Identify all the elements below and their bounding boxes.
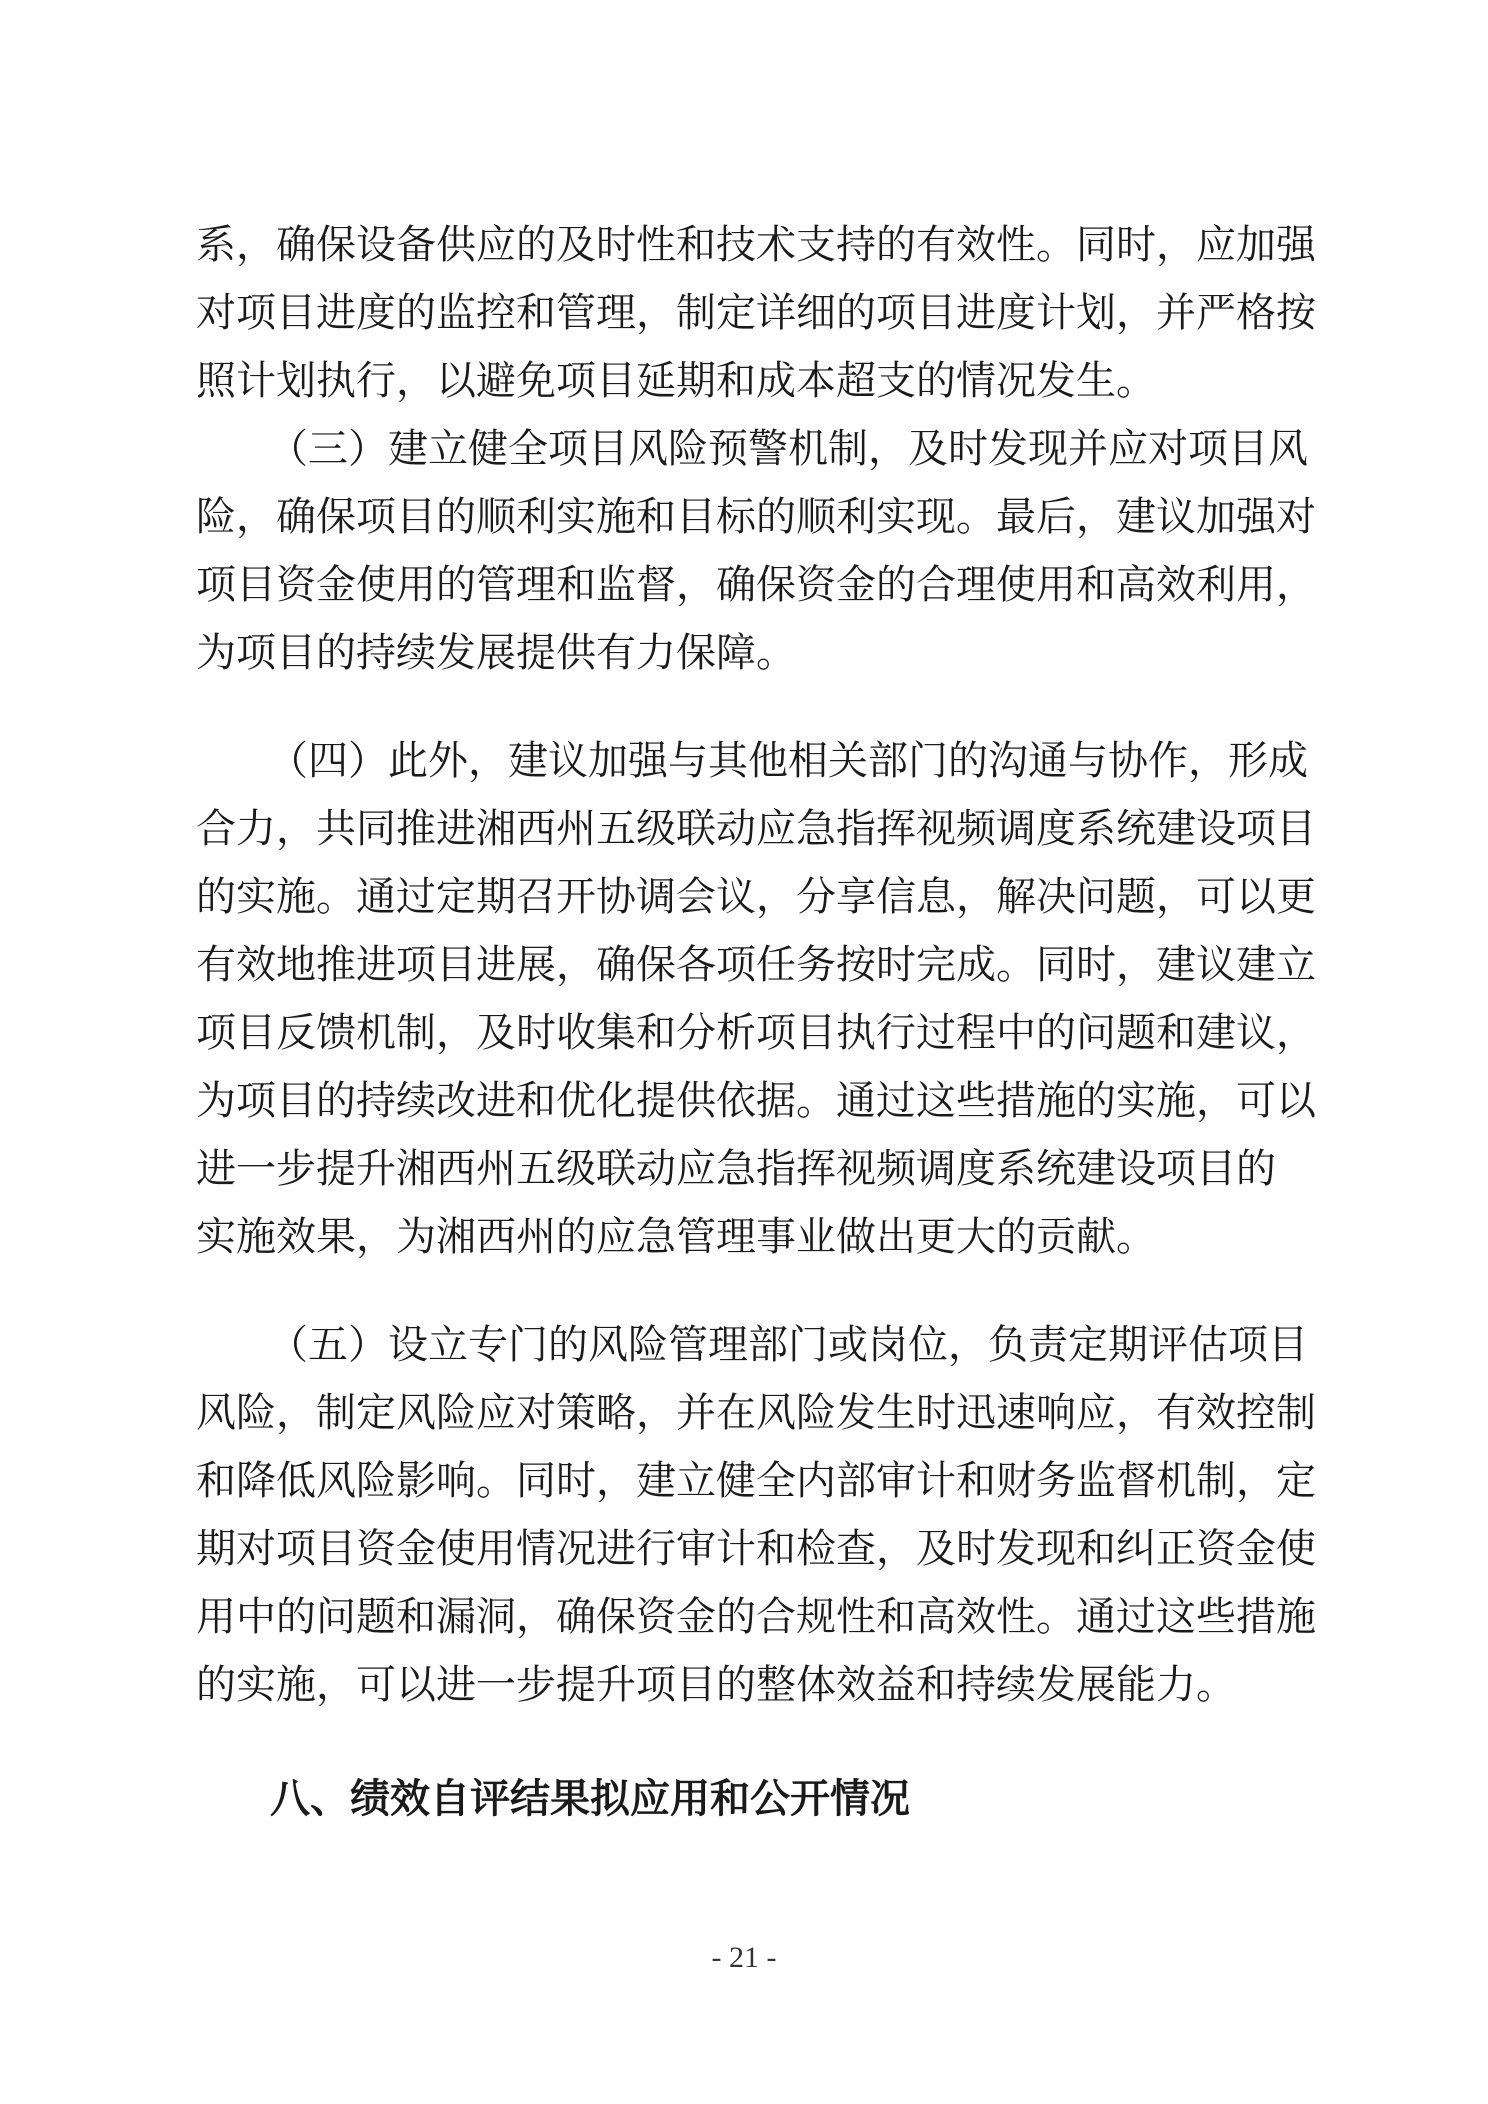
paragraph-3-line-6: 为项目的持续改进和优化提供依据。通过这些措施的实施，可以 — [196, 1078, 1316, 1124]
paragraph-1-line-2: 对项目进度的监控和管理，制定详细的项目进度计划，并严格按 — [196, 290, 1316, 336]
paragraph-4-line-2: 风险，制定风险应对策略，并在风险发生时迅速响应，有效控制 — [196, 1390, 1316, 1436]
paragraph-3-line-8: 实施效果，为湘西州的应急管理事业做出更大的贡献。 — [196, 1214, 1156, 1260]
paragraph-3-line-3: 的实施。通过定期召开协调会议，分享信息，解决问题，可以更 — [196, 874, 1316, 920]
paragraph-3-line-1: （四）此外，建议加强与其他相关部门的沟通与协作，形成 — [268, 738, 1308, 784]
paragraph-3-line-4: 有效地推进项目进展，确保各项任务按时完成。同时，建议建立 — [196, 942, 1316, 988]
paragraph-3-line-7: 进一步提升湘西州五级联动应急指挥视频调度系统建设项目的 — [196, 1146, 1276, 1192]
paragraph-4-line-3: 和降低风险影响。同时，建立健全内部审计和财务监督机制，定 — [196, 1458, 1316, 1504]
paragraph-2-line-2: 险，确保项目的顺利实施和目标的顺利实现。最后，建议加强对 — [196, 494, 1316, 540]
paragraph-4-line-4: 期对项目资金使用情况进行审计和检查，及时发现和纠正资金使 — [196, 1526, 1316, 1572]
paragraph-1-line-3: 照计划执行，以避免项目延期和成本超支的情况发生。 — [196, 358, 1156, 404]
paragraph-4-line-6: 的实施，可以进一步提升项目的整体效益和持续发展能力。 — [196, 1662, 1236, 1708]
paragraph-2-line-3: 项目资金使用的管理和监督，确保资金的合理使用和高效利用， — [196, 562, 1316, 608]
paragraph-4-line-1: （五）设立专门的风险管理部门或岗位，负责定期评估项目 — [268, 1322, 1308, 1368]
paragraph-2-line-1: （三）建立健全项目风险预警机制，及时发现并应对项目风 — [268, 426, 1308, 472]
paragraph-4-line-5: 用中的问题和漏洞，确保资金的合规性和高效性。通过这些措施 — [196, 1594, 1316, 1640]
paragraph-2-line-4: 为项目的持续发展提供有力保障。 — [196, 630, 796, 676]
paragraph-1-line-1: 系，确保设备供应的及时性和技术支持的有效性。同时，应加强 — [196, 222, 1316, 268]
page-number: - 21 - — [711, 1941, 777, 1974]
paragraph-3-line-5: 项目反馈机制，及时收集和分析项目执行过程中的问题和建议， — [196, 1010, 1316, 1056]
section-heading: 八、绩效自评结果拟应用和公开情况 — [270, 1776, 910, 1822]
paragraph-3-line-2: 合力，共同推进湘西州五级联动应急指挥视频调度系统建设项目 — [196, 806, 1316, 852]
